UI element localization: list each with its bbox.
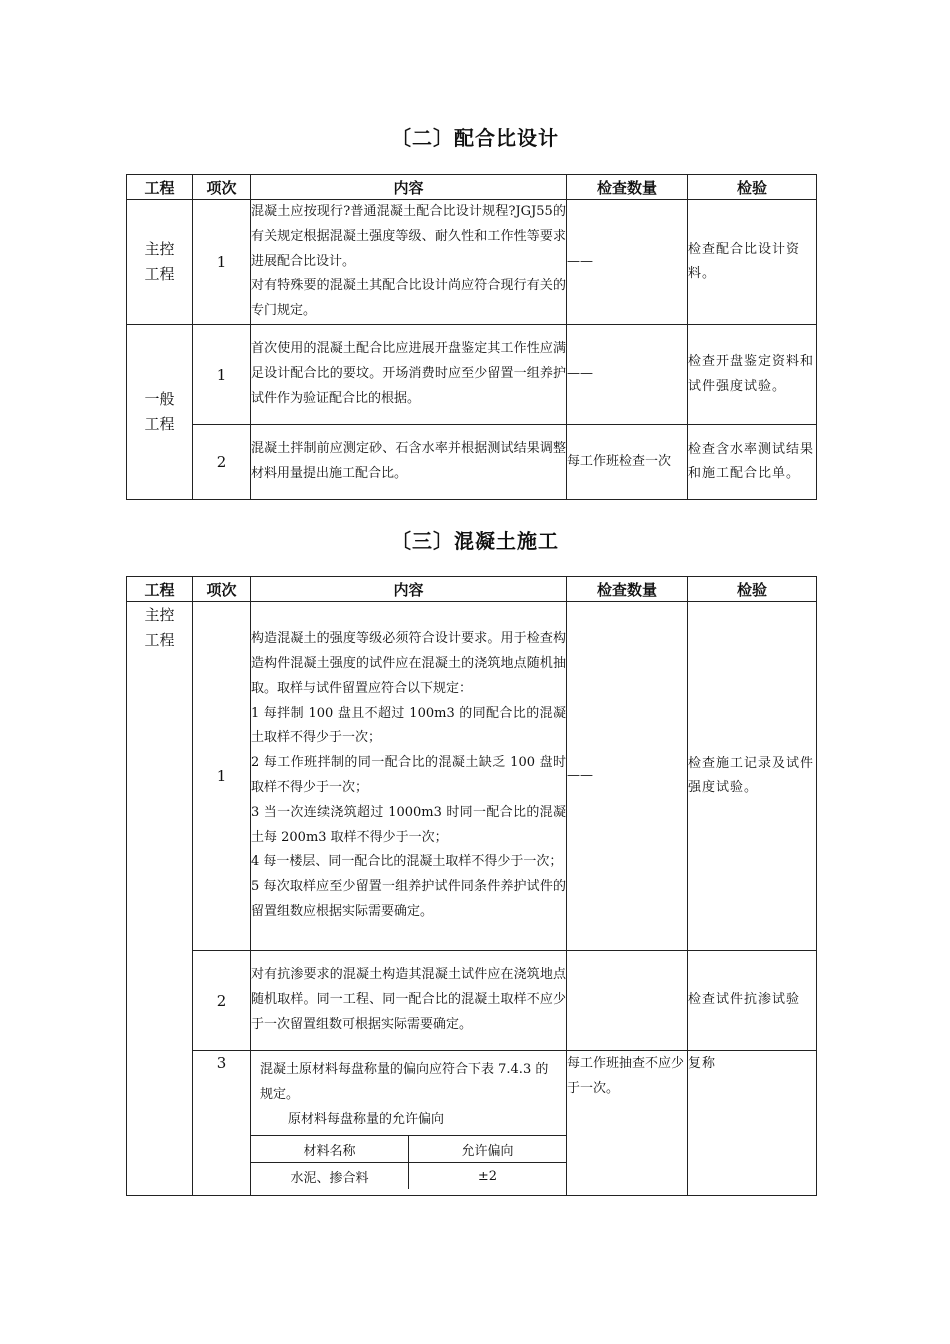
content-paragraph: 1 每拌制 100 盘且不超过 100m3 的同配合比的混凝土取样不得少于一次；	[251, 705, 566, 746]
content-paragraph: 3 当一次连续浇筑超过 1000m3 时同一配合比的混凝土每 200m3 取样不得少于一次；	[251, 804, 566, 845]
row-inspection: 检查含水率测试结果和施工配合比单。	[688, 425, 817, 500]
row-index: 2	[193, 425, 251, 500]
section-title-concrete-construction: 〔三〕混凝土施工	[391, 529, 559, 553]
header-content: 内容	[251, 175, 567, 200]
header-inspection: 检验	[688, 577, 817, 602]
row-index: 1	[193, 325, 251, 425]
row-content: 混凝土应按现行?普通混凝土配合比设计规程?JGJ55的有关规定根据混凝土强度等级、耐久性和工作性等要求进展配合比设计。 对有特殊要的混凝土其配合比设计尚应符合现行有关的专门规定。	[251, 200, 567, 325]
category-main-control: 主控 工程	[127, 200, 193, 325]
row-inspection: 检查试件抗渗试验	[688, 951, 817, 1051]
table-header-row	[127, 175, 817, 200]
row-index: 2	[193, 951, 251, 1051]
row-content: 混凝土原材料每盘称量的偏向应符合下表 7.4.3 的规定。 原材料每盘称量的允许偏向 材料名称 允许偏向 水泥、掺合料 ±2	[251, 1051, 567, 1196]
row-quantity: ——	[567, 325, 688, 425]
row-quantity: 每工作班抽查不应少于一次。	[567, 1051, 688, 1196]
section-title-mix-design: 〔二〕配合比设计	[391, 126, 559, 150]
row-quantity: 每工作班检查一次	[567, 425, 688, 500]
row-inspection: 复称	[688, 1051, 817, 1196]
row-index: 1	[193, 200, 251, 325]
row-content: 首次使用的混凝土配合比应进展开盘鉴定其工作性应满足设计配合比的要坟。开场消费时应至少留置一组养护试件作为验证配合比的根据。	[251, 325, 567, 425]
subtable-cell: ±2	[409, 1163, 567, 1190]
header-index: 项次	[193, 175, 251, 200]
row-index: 3	[193, 1051, 251, 1196]
table-row	[127, 325, 817, 425]
header-project: 工程	[127, 577, 193, 602]
header-quantity: 检查数量	[567, 175, 688, 200]
row-quantity: ——	[567, 602, 688, 951]
table-row	[127, 602, 817, 951]
content-paragraph: 构造混凝土的强度等级必须符合设计要求。用于检查构造构件混凝土强度的试件应在混凝土的浇筑地点随机抽取。取样与试件留置应符合以下规定：	[251, 631, 566, 696]
subtable-header-material: 材料名称	[251, 1136, 409, 1163]
content-paragraph: 2 每工作班拌制的同一配合比的混凝土缺乏 100 盘时取样不得少于一次；	[251, 755, 566, 795]
table-row	[127, 1051, 817, 1196]
category-general: 一般 工程	[127, 325, 193, 500]
content-paragraph: 4 每一楼层、同一配合比的混凝土取样不得少于一次；	[251, 854, 563, 870]
subtable-cell: 水泥、掺合料	[251, 1163, 409, 1190]
table-row	[127, 951, 817, 1051]
header-project: 工程	[127, 175, 193, 200]
table-header-row	[127, 577, 817, 602]
row-index: 1	[193, 602, 251, 951]
row-inspection: 检查施工记录及试件强度试验。	[688, 602, 817, 951]
row-inspection: 检查开盘鉴定资料和试件强度试验。	[688, 325, 817, 425]
row-quantity	[567, 951, 688, 1051]
row-content	[251, 602, 567, 951]
header-index: 项次	[193, 577, 251, 602]
subtable-caption: 原材料每盘称量的允许偏向	[288, 1111, 445, 1127]
content-paragraph: 5 每次取样应至少留置一组养护试件同条件养护试件的留置组数应根据实际需要确定。	[251, 879, 566, 919]
row-content: 混凝土拌制前应测定砂、石含水率并根据测试结果调整材料用量提出施工配合比。	[251, 425, 567, 500]
table-row	[127, 200, 817, 325]
subtable-header-tolerance: 允许偏向	[409, 1136, 567, 1163]
row-content: 对有抗渗要求的混凝土构造其混凝土试件应在浇筑地点随机取样。同一工程、同一配合比的混凝土取样不应少于一次留置组数可根据实际需要确定。	[251, 951, 567, 1051]
header-inspection: 检验	[688, 175, 817, 200]
category-main-control: 主控 工程	[127, 602, 193, 1196]
header-quantity: 检查数量	[567, 577, 688, 602]
concrete-construction-table	[126, 576, 817, 1196]
mix-design-table	[126, 174, 817, 500]
row-quantity: ——	[567, 200, 688, 325]
table-row	[127, 425, 817, 500]
header-content: 内容	[251, 577, 567, 602]
row-inspection: 检查配合比设计资料。	[688, 200, 817, 325]
tolerance-subtable	[251, 1135, 566, 1189]
